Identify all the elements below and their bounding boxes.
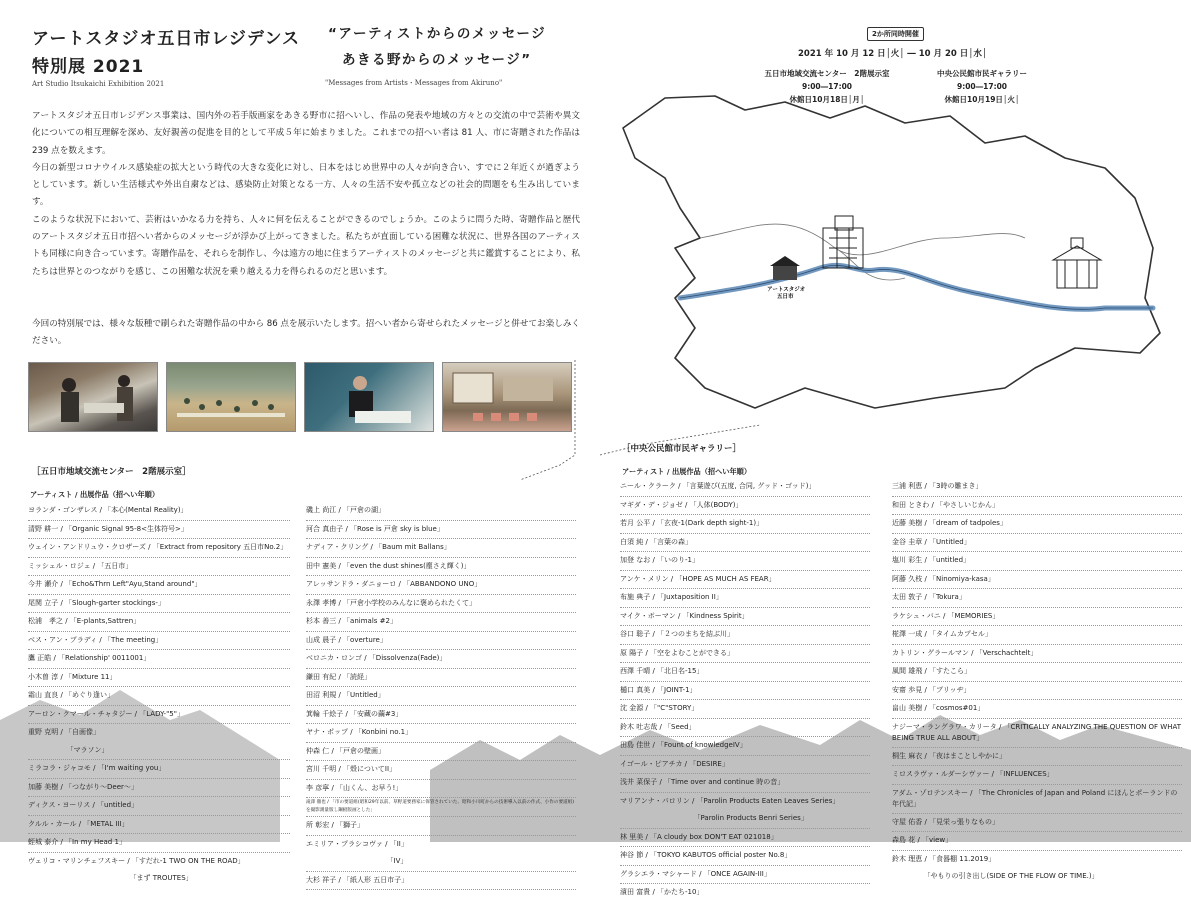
- list-item: 原 陽子 / 「空をよむことができる」: [620, 645, 870, 664]
- venue-name: 中央公民館市民ギャラリー: [937, 69, 1027, 78]
- list-item: 塩川 彩生 / 「untitled」: [892, 552, 1182, 571]
- list-item: 若月 公平 / 「玄夜-1(Dark depth sight-1)」: [620, 515, 870, 534]
- artist-list-itsukaichi-1: [28, 502, 290, 888]
- list-item: ミッシェル・ロジェ / 「五日市」: [28, 558, 290, 577]
- list-item: 「まず TROUTES」: [28, 874, 193, 882]
- exhibition-dates: 2021 年 10 月 12 日│火│ ― 10 月 20 日│水│: [798, 49, 988, 59]
- message-heading-2: あきる野からのメッセージ”: [342, 52, 532, 68]
- list-item: 太田 敦子 / 「Tokura」: [892, 589, 1182, 608]
- section-heading-chuo: ［中央公民館市民ギャラリー］: [622, 444, 742, 454]
- list-item: 和田 ときわ / 「やさしいじかん」: [892, 497, 1182, 516]
- list-item: ベス・アン・ブラディ / 「The meeting」: [28, 632, 290, 651]
- list-item: アンケ・メリン / 「HOPE AS MUCH AS FEAR」: [620, 571, 870, 590]
- list-item: ヤナ・ポップ / 「Konbini no.1」: [306, 724, 576, 743]
- list-item: 布施 典子 / 「Juxtaposition II」: [620, 589, 870, 608]
- list-item: 所 彰宏 / 「獅子」: [306, 817, 576, 836]
- list-item: イゴール・ピアチカ / 「DESIRE」: [620, 756, 870, 775]
- list-item: ミロスラヴァ・ルダーシヴァー / 「INFLUENCES」: [892, 766, 1182, 785]
- list-item: 永澤 孝博 / 「戸倉小学校のみんなに褒められたくて」: [306, 595, 576, 614]
- list-item: ヨランダ・ゴンザレス / 「本心(Mental Reality)」: [28, 502, 290, 521]
- list-item: 鈴木 理恵 / 「食器棚 11.2019」: [892, 854, 996, 863]
- list-item: 重野 克明 / 「自画像」: [28, 728, 101, 736]
- list-item: 「IV」: [306, 853, 576, 872]
- list-item: 仲森 仁 / 「戸倉の壁画」: [306, 743, 576, 762]
- public-hall-building-icon: [1053, 238, 1101, 288]
- list-item: ラケシュ・バニ / 「MEMORIES」: [892, 608, 1182, 627]
- list-item: 谷口 聡子 / 「２つのまちを結ぶ川」: [620, 626, 870, 645]
- list-item: 濱田 富貴 / 「かたち-10」: [620, 888, 704, 896]
- message-heading-1: “アーティストからのメッセージ: [328, 26, 547, 42]
- venue-hours: 9:00―17:00: [801, 82, 853, 91]
- list-item: アダム・ゾロテンスキー / 「The Chronicles of Japan and Poland にほんとポーランドの年代記」: [892, 785, 1182, 814]
- list-item: アーロン・クマール・チャタジー / 「LADY-"5"」: [28, 706, 290, 725]
- page-title: アートスタジオ五日市レジデンス: [32, 29, 301, 49]
- list-item: 椛澤 一成 / 「タイムカプセル」: [892, 626, 1182, 645]
- list-item: ナジーマ・ラングラワ・カリータ / 「CRITICALLY ANALYZING THE QUESTION OF WHAT BEING TRUE ALL ABOUT」: [892, 719, 1182, 748]
- list-item: 鎌田 有紀 / 「読経」: [306, 669, 576, 688]
- list-item: 畠山 美樹 / 「cosmos#01」: [892, 700, 1182, 719]
- list-item: 加藤 美樹 / 「つながり〜Deer〜」: [28, 779, 290, 798]
- list-item: 箕輪 千絵子 / 「安藏の繭#3」: [306, 706, 576, 725]
- title-english: Art Studio Itsukaichi Exhibition 2021: [32, 80, 165, 88]
- list-item: 田中 憲美 / 「even the dust shines(塵さえ輝く)」: [306, 558, 576, 577]
- list-item: 宮川 千明 / 「殻についてII」: [306, 761, 576, 780]
- list-item: 金谷 圭章 / 「Untitled」: [892, 534, 1182, 553]
- list-item: 滝澤 徹也 / 「市の要道組(昭和29年以前、草野道要務家に保管されていた、昭和小川町からの技術導入以前の作式、小作の要道組)を撮影測量版し鋼板版画とした」: [306, 798, 576, 817]
- list-item: 阿藤 久枝 / 「Ninomiya-kasa」: [892, 571, 1182, 590]
- column-header: アーティスト / 出展作品（招へい年順）: [622, 467, 752, 476]
- list-item: 蛭城 泰介 / 「In my Head 1」: [28, 834, 290, 853]
- list-item: 「やもりの引き出し(SIDE OF THE FLOW OF TIME.)」: [892, 872, 1099, 880]
- intro-closing: 今回の特別展では、様々な版種で刷られた寄贈作品の中から 86 点を展示いたします。招へい者から寄せられたメッセージと併せてお楽しみください。: [32, 319, 581, 347]
- list-item: 森島 花 / 「view」: [892, 832, 1182, 851]
- venue-closed-day: 休館日10月18日│月│: [789, 95, 865, 104]
- list-item: ベロニカ・ロンゴ / 「Dissolvenza(Fade)」: [306, 650, 576, 669]
- artist-list-itsukaichi-2: [306, 502, 576, 890]
- page-title-sub: 特別展 2021: [32, 57, 145, 77]
- list-item: 鷹 正皓 / 「Relationship' 0011001」: [28, 650, 290, 669]
- list-item: マギダ・デ・ジョゼ / 「人体(BODY)」: [620, 497, 870, 516]
- art-studio-building-icon: [770, 256, 800, 280]
- list-item: 磯上 尚江 / 「戸倉の湖」: [306, 502, 576, 521]
- list-item: 田島 佳世 / 「Fount of knowledgeIV」: [620, 737, 870, 756]
- list-item: 「Parolin Products Benri Series」: [620, 810, 870, 829]
- river: [680, 265, 1153, 309]
- list-item: 樋口 真美 / 「JOINT-1」: [620, 682, 870, 701]
- intro-paragraph: 今日の新型コロナウイルス感染症の拡大という時代の大きな変化に対し、日本をはじめ世界中の人々が向き合い、すでに２年近くが過ぎようとしています。新しい生活様式や外出自粛などは、感染防止対策となる一方、人々の生活不安や孤立などの社会的問題をも生み出しています。: [32, 162, 580, 208]
- list-item: ディクス・ヨーリス / 「untitled」: [28, 797, 290, 816]
- list-item: ニール・クラーク / 「言葉遊び(五度, 合同, グッド・ゴッド)」: [620, 478, 870, 497]
- list-item: 河合 真由子 / 「Rose is 戸倉 sky is blue」: [306, 521, 576, 540]
- intro-paragraph: アートスタジオ五日市レジデンス事業は、国内外の若手版画家をあきる野市に招へいし、作品の発表や地域の方々との交流の中で芸術や異文化についての相互理解を深め、友好親善の促進を目的として平成５年に始まりました。これまでの招へい者は 81 人、市に寄贈された作品は 239 点を数えます。: [32, 111, 580, 156]
- venue-hours: 9:00―17:00: [956, 82, 1008, 91]
- list-item: マイク・ボーマン / 「Kindness Spirit」: [620, 608, 870, 627]
- list-item: グラシエラ・マシャード / 「ONCE AGAIN-III」: [620, 866, 870, 885]
- list-item: 小木曽 淳 / 「Mixture 11」: [28, 669, 290, 688]
- list-item: 西澤 千晴 / 「北日名-15」: [620, 663, 870, 682]
- venue-name: 五日市地域交流センター 2階展示室: [764, 69, 890, 78]
- list-item: 今井 瀬介 / 「Echo&Thrn Left"Ayu,Stand around"」: [28, 576, 290, 595]
- map-label: 五日市: [777, 294, 794, 300]
- list-item: 霜山 直良 / 「めぐり逢い」: [28, 687, 290, 706]
- column-header: アーティスト / 出展作品（招へい年順）: [30, 490, 160, 499]
- list-item: 沈 金源 / 「"C"STORY」: [620, 700, 870, 719]
- list-item: ナディア・クリング / 「Baum mit Ballans」: [306, 539, 576, 558]
- list-item: 李 彦寧 / 「山くん、お早う!」: [306, 780, 576, 799]
- message-english: "Messages from Artists・Messages from Akiruno": [325, 79, 503, 87]
- list-item: アレッサンドラ・ダニョーロ / 「ABBANDONO UNO」: [306, 576, 576, 595]
- artist-list-chuo-2: [892, 478, 1182, 886]
- list-item: 杉本 善三 / 「animals #2」: [306, 613, 576, 632]
- intro-text: [32, 108, 580, 281]
- venue-closed-day: 休館日10月19日│火│: [944, 95, 1020, 104]
- list-item: 近藤 美樹 / 「dream of tadpoles」: [892, 515, 1182, 534]
- list-item: ヴェリコ・マリンチェフスキー / 「すだれ-1 TWO ON THE ROAD」: [28, 856, 245, 865]
- community-center-building-icon: [823, 216, 863, 268]
- list-item: 浅井 菜保子 / 「Time over and continue 時の音」: [620, 774, 870, 793]
- list-item: 清野 耕一 / 「Organic Signal 95-8<生体符号>」: [28, 521, 290, 540]
- list-item: 加登 なお / 「いのり-1」: [620, 552, 870, 571]
- list-item: 山成 晨子 / 「overture」: [306, 632, 576, 651]
- section-heading-itsukaichi: ［五日市地域交流センター 2階展示室］: [32, 467, 191, 477]
- list-item: ミラコラ・ジャコモ / 「I'm waiting you」: [28, 760, 290, 779]
- artist-list-chuo-1: [620, 478, 870, 902]
- list-item: 三浦 利恵 / 「3時の雛まき」: [892, 478, 1182, 497]
- list-item: エミリア・プラシコヴァ / 「II」: [306, 839, 408, 848]
- list-item: 安齋 歩見 / 「ブリッヂ」: [892, 682, 1182, 701]
- list-item: 鈴木 吐志哉 / 「Seed」: [620, 719, 870, 738]
- list-item: 風間 雄飛 / 「すたこら」: [892, 663, 1182, 682]
- list-item: 守屋 佑香 / 「見栄っ張りなもの」: [892, 814, 1182, 833]
- list-item: 尾関 立子 / 「Slough-garter stockings-」: [28, 595, 290, 614]
- list-item: 神谷 節 / 「TOKYO KABUTOS official poster No.8」: [620, 847, 870, 866]
- list-item: カトリン・グラールマン / 「Verschachtelt」: [892, 645, 1182, 664]
- list-item: 桐生 麻衣 / 「夜はまことしやかに」: [892, 748, 1182, 767]
- list-item: 白須 純 / 「言葉の森」: [620, 534, 870, 553]
- list-item: ウェイン・アンドリュウ・クロザーズ / 「Extract from repository 五日市No.2」: [28, 539, 290, 558]
- map-label: アートスタジオ: [767, 287, 806, 293]
- list-item: 林 里美 / 「A cloudy box DON'T EAT 021018」: [620, 829, 870, 848]
- intro-paragraph: このような状況下において、芸術はいかなる力を持ち、人々に何を伝えることができるのでしょうか。このように問うた時、寄贈作品と歴代のアートスタジオ五日市招へい者からのメッセージが浮かび上がってきました。私たちが直面している困難な状況に、世界各国のアーティストも同様に向き合っています。寄贈作品を、それらを制作し、今は遠方の地に住まうアーティストのメッセージと共に鑑賞することにより、私たちは世界とのつながりを感じ、この困難な状況を乗り越える力を得られるのだと思います。: [32, 214, 580, 277]
- list-item: クルル・カール / 「METAL III」: [28, 816, 290, 835]
- list-item: 松浦 孝之 / 「E-plants,Sattren」: [28, 613, 290, 632]
- list-item: 田沼 利規 / 「Untitled」: [306, 687, 576, 706]
- list-item: 大杉 祥子 / 「紙人形 五日市子」: [306, 872, 576, 891]
- list-item: マリアンナ・パロリン / 「Parolin Products Eaten Leaves Series」: [620, 796, 840, 805]
- list-item: 「マラソン」: [28, 742, 290, 761]
- dual-venue-badge: 2か所同時開催: [867, 27, 924, 41]
